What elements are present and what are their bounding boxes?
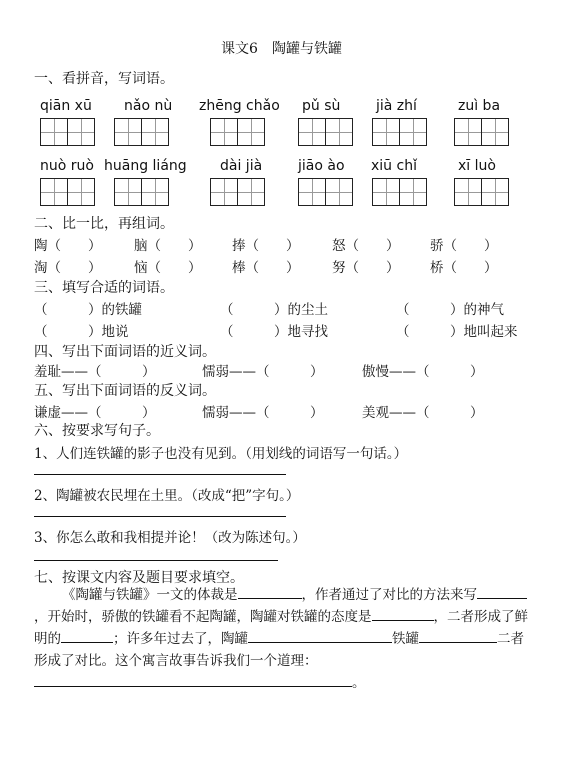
blank-line[interactable] [248,628,306,643]
compare-item[interactable]: 淘（ ） [34,260,102,276]
sentence-question: 2、陶罐被农民埋在土里。（改成“把”字句。） [34,488,300,504]
blank-line[interactable] [34,672,352,687]
fill-paragraph [34,584,534,694]
pinyin: xiū chǐ [371,158,417,174]
paragraph-text: ；许多年过去了，陶罐 [113,631,248,647]
writing-grid[interactable] [114,178,168,206]
sentence-question: 3、你怎么敢和我相提并论！（改为陈述句。） [34,530,306,546]
blank-line[interactable] [372,606,434,621]
paragraph-text: ，二者形成了鲜明的 [34,609,528,647]
writing-grid[interactable] [372,118,426,146]
section-6-heading: 六、按要求写句子。 [34,423,160,439]
pinyin: jià zhí [376,98,417,114]
pinyin: huāng liáng [104,158,187,174]
paragraph-text: ，作者通过了对比的方法来写 [301,587,477,603]
section-2-heading: 二、比一比，再组词。 [34,216,174,232]
blank-line[interactable] [238,584,302,599]
pinyin: xī luò [458,158,496,174]
writing-grid[interactable] [298,118,352,146]
fill-item[interactable]: （ ）地叫起来 [396,324,518,340]
section-4-heading: 四、写出下面词语的近义词。 [34,344,216,360]
antonym-item[interactable]: 美观——（ ） [362,405,484,421]
compare-item[interactable]: 恼（ ） [134,260,202,276]
fill-item[interactable]: （ ）的尘土 [220,302,328,318]
compare-item[interactable]: 棒（ ） [232,260,300,276]
writing-grid[interactable] [40,178,94,206]
compare-item[interactable]: 脑（ ） [134,238,202,254]
pinyin: pǔ sù [302,98,341,114]
sentence-question: 1、人们连铁罐的影子也没有见到。（用划线的词语写一句话。） [34,446,408,462]
pinyin: dài jià [220,158,263,174]
answer-line[interactable] [34,560,278,561]
pinyin: jiāo ào [298,158,345,174]
page-title: 课文6 陶罐与铁罐 [221,41,342,57]
paragraph-text: 二者形成了对比。这个寓言故事告诉我们一个道理： [34,631,524,669]
writing-grid[interactable] [372,178,426,206]
compare-item[interactable]: 怒（ ） [332,238,400,254]
writing-grid[interactable] [210,178,264,206]
compare-item[interactable]: 桥（ ） [430,260,498,276]
pinyin: qiān xū [40,98,92,114]
section-3-heading: 三、填写合适的词语。 [34,280,174,296]
writing-grid[interactable] [210,118,264,146]
antonym-item[interactable]: 谦虚——（ ） [34,405,156,421]
compare-item[interactable]: 骄（ ） [430,238,498,254]
paragraph-text: 铁罐 [392,631,419,647]
fill-item[interactable]: （ ）的神气 [396,302,504,318]
pinyin: nuò ruò [40,158,94,174]
paragraph-text: 《陶罐与铁罐》一文的体裁是 [62,587,238,603]
answer-line[interactable] [34,516,286,517]
pinyin: nǎo nù [124,98,173,114]
fill-item[interactable]: （ ）地说 [34,324,129,340]
blank-line[interactable] [477,584,527,599]
writing-grid[interactable] [454,118,508,146]
paragraph-text: ，开始时，骄傲的铁罐看不起陶罐，陶罐对铁罐的态度是 [34,609,372,625]
compare-item[interactable]: 努（ ） [332,260,400,276]
blank-line[interactable] [61,628,113,643]
antonym-item[interactable]: 懦弱——（ ） [202,405,324,421]
synonym-item[interactable]: 羞耻——（ ） [34,364,156,380]
blank-line[interactable] [306,628,392,643]
writing-grid[interactable] [298,178,352,206]
writing-grid[interactable] [114,118,168,146]
writing-grid[interactable] [40,118,94,146]
answer-line[interactable] [34,474,286,475]
fill-item[interactable]: （ ）地寻找 [220,324,328,340]
synonym-item[interactable]: 傲慢——（ ） [362,364,484,380]
writing-grid[interactable] [454,178,508,206]
section-1-heading: 一、看拼音，写词语。 [34,71,174,87]
section-5-heading: 五、写出下面词语的反义词。 [34,383,216,399]
compare-item[interactable]: 捧（ ） [232,238,300,254]
compare-item[interactable]: 陶（ ） [34,238,102,254]
synonym-item[interactable]: 懦弱——（ ） [202,364,324,380]
paragraph-text: 。 [352,675,366,691]
pinyin: zhēng chǎo [199,98,280,114]
fill-item[interactable]: （ ）的铁罐 [34,302,142,318]
section-7-heading: 七、按课文内容及题目要求填空。 [34,570,244,586]
blank-line[interactable] [419,628,497,643]
pinyin: zuì ba [458,98,501,114]
